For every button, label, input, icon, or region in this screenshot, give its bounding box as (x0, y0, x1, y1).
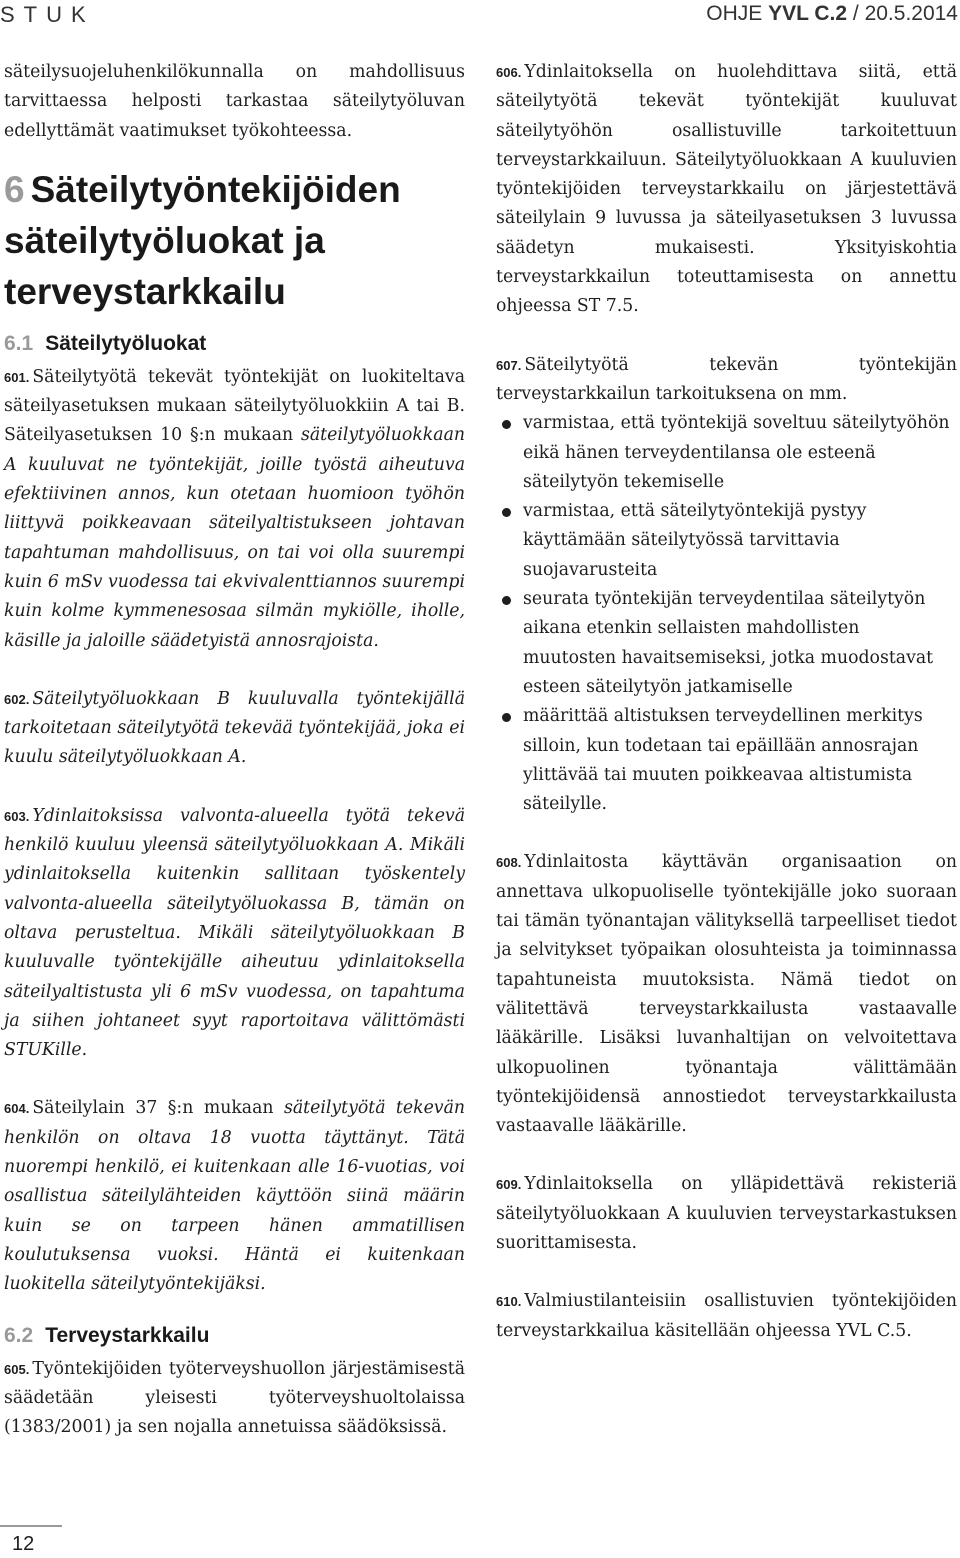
paragraph-608 (496, 848, 957, 1141)
paragraph-number: 603. (4, 808, 30, 824)
paragraph-text: Ydinlaitosta käyttävän organisaation on annettava ulkopuoliselle työntekijälle joko suoraan tai tämän työnantajan välityksellä tarpeelliset tiedot ja selvitykset työpaikan olosuhteista ja toiminnassa tapahtuneista muutoksista. Nämä tiedot on välitettävä terveystarkkailusta vastaavalle lääkärille. Lisäksi luvanhaltijan on velvoitettava ulkopuolinen työnantaja välittämään työntekijöidensä annostiedot terveystarkkailusta vastaavalle lääkärille. (496, 852, 957, 1137)
section-6-1-heading (4, 329, 465, 359)
paragraph-602 (4, 685, 465, 773)
paragraph-601 (4, 363, 465, 656)
header-date: / 20.5.2014 (847, 2, 958, 25)
paragraph-text: Säteilylain 37 §:n mukaan (32, 1098, 284, 1119)
paragraph-610 (496, 1287, 957, 1346)
paragraph-605 (4, 1355, 465, 1443)
paragraph-text: Ydinlaitoksella on ylläpidettävä rekisteriä säteilytyöluokkaan A kuuluvien terveystarkastuksen suorittamisesta. (496, 1174, 957, 1253)
section-title: Terveystarkkailu (45, 1323, 210, 1347)
paragraph-text-italic: Ydinlaitoksissa valvonta-alueella työtä tekevä henkilö kuuluu yleensä säteilytyöluokkaan A. Mikäli ydinlaitoksella kuitenkin sallitaan työskentely valvonta-alueella säteilytyöluokassa B, tämän on oltava perusteltua. Mikäli säteilytyöluokkaan B kuuluvalle työntekijälle aiheutuu ydinlaitoksella säteilyaltistusta yli 6 mSv vuodessa, on tapahtuma ja siihen johtaneet syyt raportoitava välittömästi STUKille. (4, 805, 465, 1061)
header-publisher: STUK (0, 2, 95, 27)
paragraph-number: 609. (496, 1177, 522, 1193)
paragraph-604 (4, 1094, 465, 1299)
paragraph-number: 601. (4, 369, 30, 385)
paragraph-text: Työntekijöiden työterveyshuollon järjestämisestä säädetään yleisesti työterveyshuoltolaissa (1383/2001) ja sen nojalla annetuissa säädöksissä. (4, 1358, 465, 1438)
paragraph-text: Säteilytyötä tekevät työntekijät on luokiteltava säteilyasetuksen mukaan säteilytyöluokkiin A tai B. Säteilyasetuksen 10 §:n mukaan (4, 366, 465, 446)
section-number: 6 (4, 168, 25, 210)
section-6-2-heading (4, 1321, 465, 1351)
list-item: määrittää altistuksen terveydellinen merkitys silloin, kun todetaan tai epäillään annosrajan ylittävää tai muuten poikkeavaa altistumista säteilylle. (496, 702, 957, 819)
section-title: Säteilytyöluokat (45, 331, 207, 355)
footer-rule (0, 1525, 62, 1527)
paragraph-607 (496, 351, 957, 410)
paragraph-number: 605. (4, 1361, 30, 1377)
paragraph-number: 610. (496, 1294, 522, 1310)
paragraph-number: 608. (496, 855, 522, 871)
header-document-code (706, 2, 958, 26)
intro-paragraph: säteilysuojeluhenkilökunnalla on mahdollisuus tarvittaessa helposti tarkastaa säteilytyöluvan edellyttämät vaatimukset työkohteessa. (4, 62, 465, 141)
paragraph-number: 606. (496, 65, 522, 80)
section-6-heading (4, 164, 465, 317)
page-number: 12 (12, 1533, 35, 1555)
paragraph-text-italic: säteilytyöluokkaan A kuuluvat ne työntekijät, joille työstä aiheutuva efektiivinen annos, kun otetaan huomioon työhön liittyvä poikkeavaan säteilyaltistukseen johtavan tapahtuman mahdollisuus, on tai voi olla suurempi kuin 6 mSv vuodessa tai ekvivalenttiannos suurempi kuin kolme kymmenesosaa silmän mykiölle, iholle, käsille ja jaloille säädetyistä annosrajoista. (4, 425, 465, 651)
paragraph-text: Valmiustilanteisiin osallistuvien työntekijöiden terveystarkkailua käsitellään ohjeessa YVL C.5. (496, 1291, 957, 1341)
right-column (496, 58, 957, 1346)
section-number: 6.1 (4, 331, 34, 355)
paragraph-number: 607. (496, 357, 522, 373)
list-item: seurata työntekijän terveydentilaa säteilytyön aikana etenkin sellaisten mahdollisten muutosten havaitsemiseksi, jotka muodostavat esteen säteilytyön jatkamiselle (496, 585, 957, 702)
paragraph-606 (496, 58, 957, 322)
list-item: varmistaa, että säteilytyöntekijä pystyy käyttämään säteilytyössä tarvittavia suojavarusteita (496, 497, 957, 585)
header-guide-label: OHJE (706, 2, 769, 25)
section-number: 6.2 (4, 1323, 34, 1347)
paragraph-text-italic: säteilytyötä tekevän henkilön on oltava 18 vuotta täyttänyt. Tätä nuorempi henkilö, ei kuitenkaan alle 16-vuotias, voi osallistua säteilylähteiden käyttöön siinä määrin kuin se on tarpeen hänen ammatillisen koulutuksensa vuoksi. Häntä ei kuitenkaan luokitella säteilytyöntekijäksi. (4, 1098, 466, 1295)
paragraph-number: 604. (4, 1101, 30, 1117)
paragraph-number: 602. (4, 691, 30, 707)
paragraph-text: Säteilytyötä tekevän työntekijän terveystarkkailun tarkoituksena on mm. (496, 354, 957, 404)
paragraph-text: Ydinlaitoksella on huolehdittava siitä, että säteilytyötä tekevät työntekijät kuuluvat säteilytyöhön osallistuville tarkoitettuun terveystarkkailuun. Säteilytyöluokkaan A kuuluvien työntekijöiden terveystarkkailu on järjestettävä säteilylain 9 luvussa ja säteilyasetuksen 3 luvussa säädetyn mukaisesti. Yksityiskohtia terveystarkkailun toteuttamisesta on annettu ohjeessa ST 7.5. (496, 62, 957, 317)
paragraph-text-italic: Säteilytyöluokkaan B kuuluvalla työntekijällä tarkoitetaan säteilytyötä tekevää työntekijää, joka ei kuulu säteilytyöluokkaan A. (4, 688, 465, 768)
paragraph-609 (496, 1170, 957, 1258)
header-guide-code: YVL C.2 (768, 2, 848, 25)
paragraph-603 (4, 802, 465, 1066)
section-title: Säteilytyöntekijöiden säteilytyöluokat ja terveystarkkailu (4, 168, 401, 312)
list-item: varmistaa, että työntekijä soveltuu säteilytyöhön eikä hänen terveydentilansa ole esteenä säteilytyön tekemiselle (496, 409, 957, 497)
left-column (4, 58, 465, 1442)
purpose-list (496, 409, 957, 819)
